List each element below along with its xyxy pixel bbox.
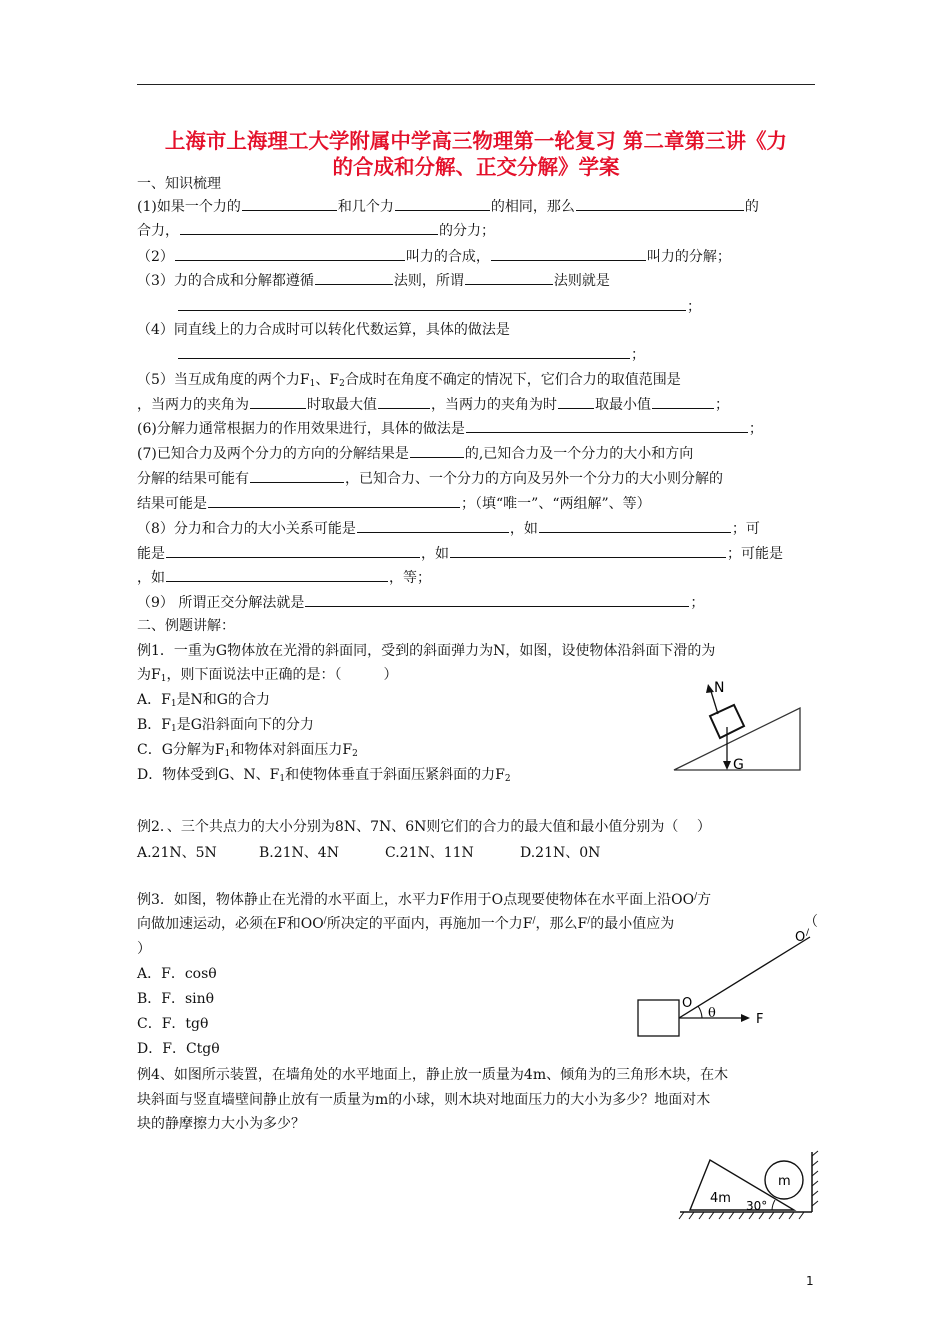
- blank[interactable]: [305, 592, 689, 607]
- page-title-line1: 上海市上海理工大学附属中学高三物理第一轮复习 第二章第三讲《力: [164, 129, 788, 153]
- blank[interactable]: [208, 493, 460, 508]
- label-F: F: [756, 1012, 764, 1027]
- angle-arc: [698, 1006, 702, 1018]
- ex1-option-b[interactable]: B．$F_1$是G沿斜面向下的分力: [137, 717, 314, 734]
- gravity-arrowhead: [723, 761, 731, 770]
- force-arrowhead: [741, 1014, 750, 1022]
- label-theta: θ: [708, 1006, 716, 1021]
- q7-line3: 结果可能是 ；（填“唯一”、“两组解”、等）: [137, 493, 651, 514]
- q3-line1: （3）力的合成和分解都遵循 法则，所谓 法则就是: [137, 270, 610, 291]
- ex3-paren-open: （: [804, 914, 818, 930]
- ex3-option-c[interactable]: C．F．tgθ: [137, 1016, 209, 1032]
- ex3-option-a[interactable]: A．F．cosθ: [137, 966, 217, 982]
- q9-line: （9） 所谓正交分解法就是 ；: [137, 592, 704, 613]
- q6-line: (6)分解力通常根据力的作用效果进行，具体的做法是 ；: [137, 418, 763, 439]
- ex3-option-b[interactable]: B．F．sinθ: [137, 991, 215, 1007]
- ex2-option-a[interactable]: A.21N、5N: [137, 845, 217, 861]
- q1-line1: (1)如果一个力的 和几个力 的相同，那么 的: [137, 196, 759, 217]
- blank[interactable]: [558, 394, 594, 409]
- blank[interactable]: [315, 270, 393, 285]
- ex3-option-d[interactable]: D．F．Ctgθ: [137, 1041, 220, 1057]
- wall-hatch: [812, 1151, 818, 1206]
- oo-prime-line: [679, 937, 810, 1018]
- page-number: 1: [806, 1274, 814, 1288]
- q8-line2: 能是 ，如 ；可能是: [137, 543, 783, 564]
- blank[interactable]: [250, 394, 306, 409]
- section2-heading: 二、例题讲解：: [137, 618, 235, 634]
- wedge-ball-figure: [676, 1148, 822, 1226]
- label-O: O: [682, 996, 693, 1011]
- ex4-line2: 块斜面与竖直墙壁间静止放有一质量为m的小球，则木块对地面压力的大小为多少？地面对木: [137, 1092, 711, 1108]
- label-O-prime-mark: /: [806, 928, 810, 938]
- label-30: 30°: [746, 1199, 768, 1213]
- normal-arrowhead: [706, 684, 714, 693]
- blank[interactable]: [450, 543, 726, 558]
- q7-line1: (7)已知合力及两个分力的方向的分解结果是 的,已知合力及一个分力的大小和方向: [137, 443, 693, 464]
- incline-figure: [670, 672, 810, 777]
- ex3-line3: ）: [137, 941, 151, 957]
- blank[interactable]: [652, 394, 714, 409]
- label-N: N: [714, 680, 725, 696]
- ground-hatch: [679, 1212, 804, 1219]
- q2-line: （2） 叫力的合成， 叫力的分解；: [137, 246, 731, 267]
- blank[interactable]: [166, 543, 420, 558]
- blank[interactable]: [180, 220, 438, 235]
- ex1-line1: 例1．一重为G物体放在光滑的斜面同，受到的斜面弹力为N，如图，设使物体沿斜面下滑的为: [137, 643, 716, 659]
- blank[interactable]: [357, 518, 509, 533]
- blank[interactable]: [378, 394, 430, 409]
- label-O-prime: O: [795, 930, 806, 945]
- ex3-line1: 例3．如图，物体静止在光滑的水平面上，水平力F作用于O点现要使物体在水平面上沿OO/方: [137, 892, 712, 908]
- q4-line2: ；: [137, 344, 645, 365]
- blank[interactable]: [250, 468, 344, 483]
- blank[interactable]: [465, 270, 553, 285]
- q5-line1: （5）当互成角度的两个力$F_1$、$F_2$合成时在角度不确定的情况下，它们合力的取值范围是: [137, 372, 681, 389]
- force-figure: [632, 925, 817, 1040]
- blank[interactable]: [539, 518, 731, 533]
- ex2-option-c[interactable]: C.21N、11N: [385, 845, 474, 861]
- ex1-option-a[interactable]: A．$F_1$是N和G的合力: [137, 692, 270, 709]
- q8-line1: （8）分力和合力的大小关系可能是 ，如 ；可: [137, 518, 760, 539]
- ex2-option-d[interactable]: D.21N、0N: [520, 845, 601, 861]
- ex4-line1: 例4、如图所示装置，在墙角处的水平地面上，静止放一质量为4m、倾角为的三角形木块，在木: [137, 1067, 729, 1083]
- blank[interactable]: [175, 246, 405, 261]
- blank[interactable]: [166, 567, 388, 582]
- ex3-line2: 向做加速运动，必须在F和OO/所决定的平面内，再施加一个力F/，那么F/的最小值应为: [137, 916, 675, 932]
- blank[interactable]: [491, 246, 646, 261]
- box: [638, 1000, 679, 1036]
- blank[interactable]: [178, 344, 630, 359]
- section1-heading: 一、知识梳理: [137, 176, 221, 192]
- ex1-line2: 为$F_1$，则下面说法中正确的是：（ ）: [137, 667, 398, 684]
- q7-line2: 分解的结果可能有 ，已知合力、一个分力的方向及另外一个分力的大小则分解的: [137, 468, 723, 489]
- wedge-angle-arc: [772, 1200, 775, 1210]
- header-rule: [137, 84, 815, 85]
- label-4m: 4m: [710, 1191, 731, 1206]
- blank[interactable]: [410, 443, 464, 458]
- ex1-option-d[interactable]: D．物体受到G、N、$F_1$和使物体垂直于斜面压紧斜面的力$F_2$: [137, 767, 511, 784]
- q4-line1: （4）同直线上的力合成时可以转化代数运算，具体的做法是: [137, 322, 510, 338]
- q3-line2: ；: [137, 296, 701, 317]
- label-G: G: [733, 757, 744, 773]
- blank[interactable]: [466, 418, 748, 433]
- blank[interactable]: [395, 196, 490, 211]
- ex4-line3: 块的静摩擦力大小为多少？: [137, 1116, 305, 1132]
- page-title-line2: 的合成和分解、正交分解》学案: [332, 155, 620, 179]
- blank[interactable]: [576, 196, 744, 211]
- blank[interactable]: [242, 196, 337, 211]
- ex2-line1: 例2．、三个共点力的大小分别为8N、7N、6N则它们的合力的最大值和最小值分别为（ ）: [137, 819, 711, 835]
- ex1-option-c[interactable]: C．G分解为$F_1$和物体对斜面压力$F_2$: [137, 742, 358, 759]
- blank[interactable]: [178, 296, 686, 311]
- q8-line3: ，如 ，等；: [137, 567, 431, 588]
- label-m: m: [778, 1174, 791, 1189]
- q1-line2: 合力， 的分力；: [137, 220, 495, 241]
- q5-line2: ，当两力的夹角为 时取最大值 ，当两力的夹角为时 取最小值 ；: [137, 394, 729, 415]
- ex2-option-b[interactable]: B.21N、4N: [259, 845, 339, 861]
